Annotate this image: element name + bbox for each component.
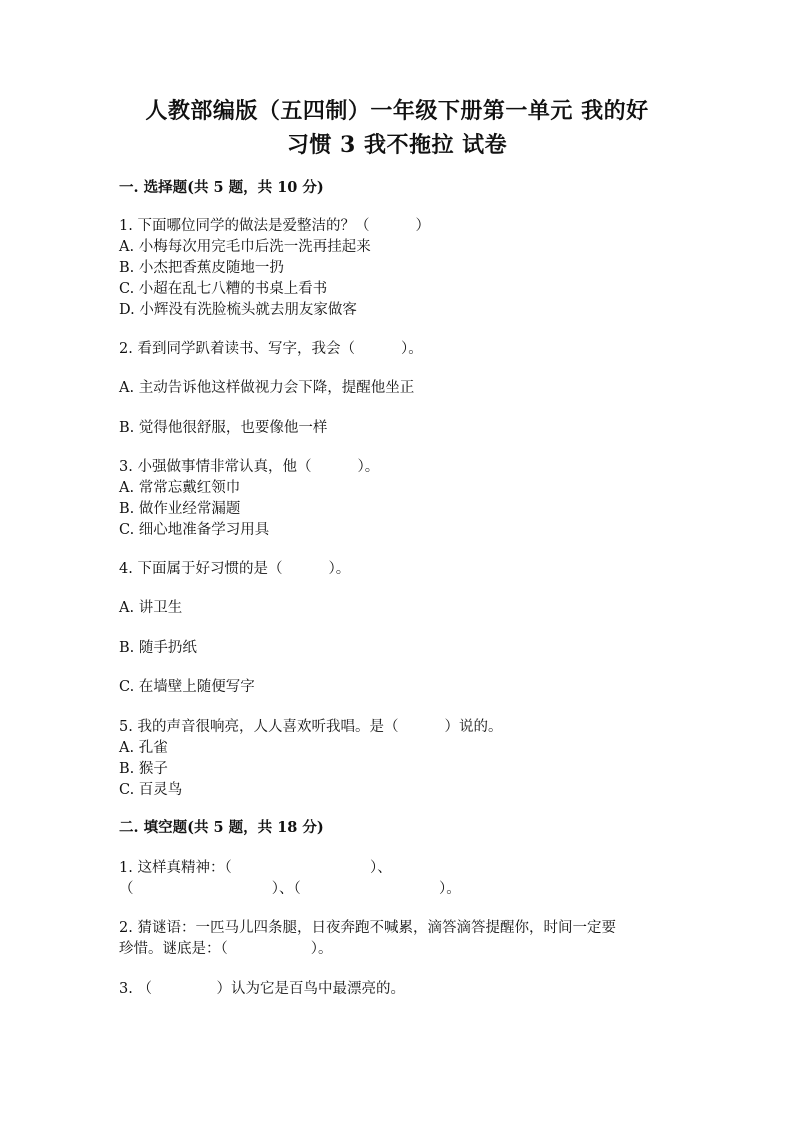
question-1-stem: 1. 下面哪位同学的做法是爱整洁的？（ ）: [119, 218, 431, 234]
question-1-option-a: A. 小梅每次用完毛巾后洗一洗再挂起来: [119, 239, 371, 255]
fill-question-2-line-2: 珍惜。谜底是：（ ）。: [119, 941, 333, 957]
question-4-stem: 4. 下面属于好习惯的是（ ）。: [119, 561, 351, 577]
question-1-option-c: C. 小超在乱七八糟的书桌上看书: [119, 281, 328, 297]
fill-question-2-line-1: 2. 猜谜语：一匹马儿四条腿，日夜奔跑不喊累，滴答滴答提醒你，时间一定要: [119, 920, 616, 936]
fill-question-1-line-2: （ ）、（ ）。: [119, 881, 461, 897]
question-2-stem: 2. 看到同学趴着读书、写字，我会（ ）。: [119, 341, 423, 357]
question-3-option-c: C. 细心地准备学习用具: [119, 522, 270, 538]
question-4-option-c: C. 在墙壁上随便写字: [119, 679, 255, 695]
question-5-option-b: B. 猴子: [119, 761, 168, 777]
question-3-stem: 3. 小强做事情非常认真，他（ ）。: [119, 459, 380, 475]
exam-title-line-2: 习惯 3 我不拖拉 试卷: [286, 132, 508, 158]
fill-question-3-line-1: 3. （ ）认为它是百鸟中最漂亮的。: [119, 981, 405, 997]
question-5-stem: 5. 我的声音很响亮，人人喜欢听我唱。是（ ）说的。: [119, 719, 503, 735]
fill-question-1-line-1: 1. 这样真精神：（ ）、: [119, 860, 392, 876]
question-2-option-a: A. 主动告诉他这样做视力会下降，提醒他坐正: [119, 380, 415, 396]
question-5-option-a: A. 孔雀: [119, 740, 168, 756]
question-1-option-b: B. 小杰把香蕉皮随地一扔: [119, 260, 284, 276]
section-heading-fill-in: 二. 填空题(共 5 题，共 18 分): [119, 819, 324, 836]
section-heading-choice: 一. 选择题(共 5 题，共 10 分): [119, 179, 324, 196]
question-4-option-b: B. 随手扔纸: [119, 640, 197, 656]
question-2-option-b: B. 觉得他很舒服，也要像他一样: [119, 420, 328, 436]
question-3-option-b: B. 做作业经常漏题: [119, 501, 241, 517]
question-3-option-a: A. 常常忘戴红领巾: [119, 480, 241, 496]
question-1-option-d: D. 小辉没有洗脸梳头就去朋友家做客: [119, 302, 357, 318]
question-4-option-a: A. 讲卫生: [119, 600, 183, 616]
exam-title-line-1: 人教部编版（五四制）一年级下册第一单元 我的好: [145, 98, 649, 124]
question-5-option-c: C. 百灵鸟: [119, 782, 183, 798]
